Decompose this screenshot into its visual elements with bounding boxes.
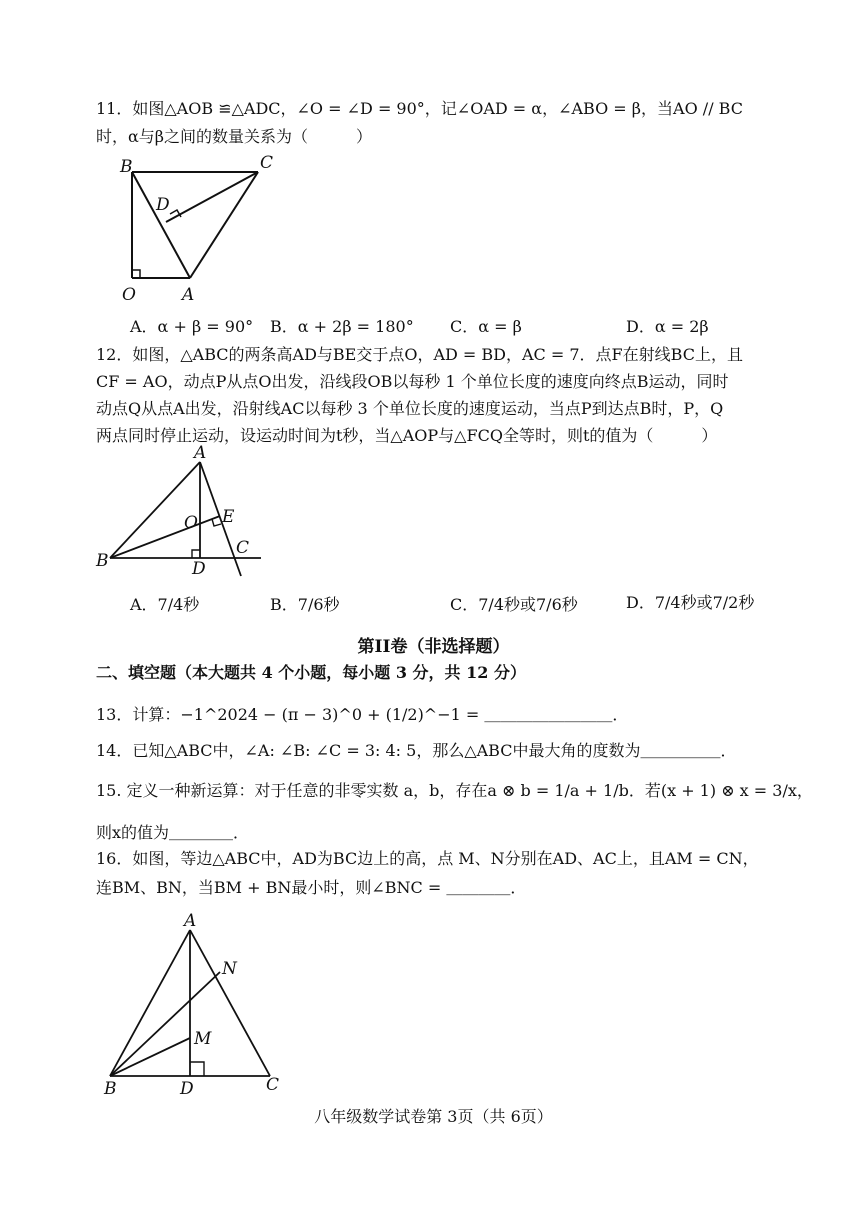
q11-label-a: A (182, 285, 195, 305)
q16-figure (100, 910, 300, 1100)
fill-in-heading: 二、填空题（本大题共 4 个小题，每小题 3 分，共 12 分） (96, 663, 526, 682)
q12-label-a: A (194, 443, 207, 463)
q12-line-3: 动点Q从点A出发，沿射线AC以每秒 3 个单位长度的速度运动，当点P到达点B时，P，Q (96, 399, 724, 418)
q11-option-b: B．α + 2β = 180° (270, 317, 414, 336)
q16-label-c: C (266, 1075, 280, 1095)
q15-line-2: 则x的值为＿＿＿＿． (96, 823, 250, 842)
q12-line-2: CF = AO，动点P从点O出发，沿线段OB以每秒 1 个单位长度的速度向终点B运动，同时 (96, 372, 729, 391)
q12-label-c: C (236, 538, 250, 558)
q12-label-b: B (96, 551, 109, 571)
q16-line-2: 连BM、BN，当BM + BN最小时，则∠BNC = ＿＿＿＿． (96, 878, 527, 897)
q12-option-a: A．7/4秒 (130, 595, 200, 614)
q11-label-d: D (156, 195, 170, 215)
q12-line-4: 两点同时停止运动，设运动时间为t秒，当△AOP与△FCQ全等时，则t的值为（ ） (96, 426, 718, 445)
q11-label-c: C (260, 153, 274, 173)
q11-option-a: A．α + β = 90° (130, 317, 254, 336)
q12-option-c: C．7/4秒或7/6秒 (450, 595, 578, 614)
q16-label-a: A (184, 911, 197, 931)
q11-label-o: O (122, 285, 136, 305)
page-footer: 八年级数学试卷第 3页（共 6页） (314, 1107, 553, 1126)
q12-figure (96, 443, 276, 579)
q16-label-d: D (180, 1079, 194, 1099)
q11-line-1: 11．如图△AOB ≌△ADC，∠O = ∠D = 90°，记∠OAD = α，∠ABO = β，当AO // BC (96, 99, 743, 118)
q11-line-2: 时，α与β之间的数量关系为（ ） (96, 127, 373, 146)
q11-option-c: C．α = β (450, 317, 522, 336)
q16-label-m: M (194, 1029, 212, 1049)
q12-option-d: D．7/4秒或7/2秒 (626, 593, 755, 612)
q15-line-1: 15. 定义一种新运算：对于任意的非零实数 a，b，存在a ⊗ b = 1/a + 1/b．若(x + 1) ⊗ x = 3/x， (96, 781, 813, 800)
q16-label-b: B (104, 1079, 117, 1099)
q12-label-e: E (222, 507, 235, 527)
q13-text: 13．计算：−1^2024 − (π − 3)^0 + (1/2)^−1 = ＿＿＿＿＿＿＿＿． (96, 705, 629, 724)
q11-figure (110, 150, 280, 310)
q14-text: 14．已知△ABC中，∠A: ∠B: ∠C = 3: 4: 5，那么△ABC中最大角的度数为＿＿＿＿＿． (96, 741, 737, 760)
q12-label-d: D (192, 559, 206, 579)
q12-label-o: O (184, 513, 198, 533)
q11-option-d: D．α = 2β (626, 317, 709, 336)
q12-line-1: 12．如图，△ABC的两条高AD与BE交于点O，AD = BD，AC = 7．点F在射线BC上，且 (96, 345, 743, 364)
q11-label-b: B (120, 157, 133, 177)
part2-title: 第II卷（非选择题） (357, 637, 510, 657)
q12-option-b: B．7/6秒 (270, 595, 340, 614)
q16-label-n: N (222, 959, 237, 979)
q16-line-1: 16．如图，等边△ABC中，AD为BC边上的高，点 M、N分别在AD、AC上，且AM = CN， (96, 849, 759, 868)
